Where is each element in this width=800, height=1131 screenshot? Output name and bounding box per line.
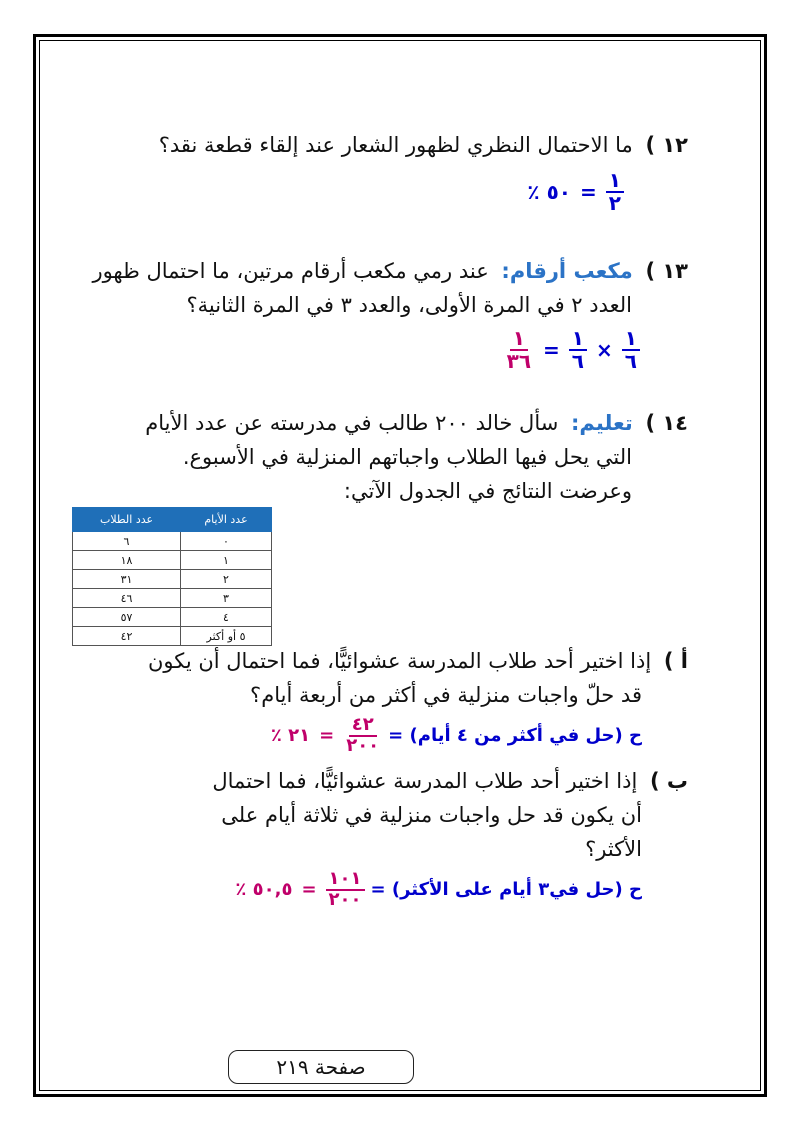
question-13-line-2: العدد ٢ في المرة الأولى، والعدد ٣ في المرة الثانية؟ — [186, 293, 632, 317]
question-13 — [68, 254, 688, 372]
part-a-label: أ ) — [663, 649, 688, 673]
table-cell-days: ٢ — [181, 570, 272, 589]
question-12-text-line — [68, 128, 688, 162]
table-cell-students: ٣١ — [73, 570, 181, 589]
fraction-denominator: ٢ — [608, 191, 621, 215]
fraction-numerator: ١٠١ — [326, 870, 365, 891]
table-cell-days: ٤ — [181, 608, 272, 627]
answer-result: ٢١ ٪ — [270, 725, 311, 747]
table-row — [73, 627, 272, 646]
equals-sign: = — [301, 879, 317, 901]
times-sign: × — [596, 338, 613, 362]
question-12 — [68, 128, 688, 214]
answer-fraction — [343, 716, 382, 756]
part-b-label: ب ) — [649, 768, 688, 793]
fraction-denominator: ٦ — [624, 349, 637, 373]
part-a-line-2: قد حلّ واجبات منزلية في أكثر من أربعة أيام؟ — [250, 683, 642, 707]
table-row — [73, 608, 272, 627]
table-cell-students: ٦ — [73, 532, 181, 551]
question-12-answer — [68, 170, 688, 214]
equals-sign: = — [543, 338, 560, 362]
table-row — [73, 551, 272, 570]
question-14-line-3: وعرضت النتائج في الجدول الآتي: — [343, 479, 632, 503]
table-row — [73, 532, 272, 551]
table-cell-students: ٥٧ — [73, 608, 181, 627]
question-14-line-1 — [68, 406, 688, 440]
question-14-number: ١٤ ) — [645, 411, 688, 435]
question-12-text: ما الاحتمال النظري لظهور الشعار عند إلقاء قطعة نقد؟ — [158, 133, 633, 157]
fraction-b — [569, 328, 587, 372]
homework-days-table — [72, 507, 272, 646]
question-14-text-1: سأل خالد ٢٠٠ طالب في مدرسته عن عدد الأيام — [145, 411, 559, 435]
fraction-numerator: ٤٢ — [349, 716, 377, 737]
answer-prefix: ح (حل في٣ أيام على الأكثر) = — [370, 879, 642, 901]
question-13-number: ١٣ ) — [645, 259, 688, 283]
table-cell-days: ٥ أو أكثر — [181, 627, 272, 646]
table-cell-students: ١٨ — [73, 551, 181, 570]
fraction-result — [504, 328, 534, 372]
part-a-text-1: إذا اختير أحد طلاب المدرسة عشوائيًّا، فما احتمال أن يكون — [147, 649, 652, 673]
fraction-numerator: ١ — [622, 328, 640, 351]
fraction-denominator: ٢٠٠ — [328, 888, 362, 910]
part-b-answer — [68, 867, 688, 910]
question-14 — [68, 406, 688, 910]
answer-prefix: ح (حل في أكثر من ٤ أيام) = — [388, 725, 642, 747]
part-b-line-3: الأكثر؟ — [585, 836, 642, 861]
question-12-number: ١٢ ) — [645, 133, 688, 157]
page-number-box — [228, 1050, 414, 1084]
part-b-text-1: إذا اختير أحد طلاب المدرسة عشوائيًّا، فما احتمال — [212, 768, 638, 793]
part-a-answer — [68, 716, 688, 756]
answer-fraction — [606, 170, 624, 214]
table-header-days: عدد الأيام — [181, 508, 272, 532]
fraction-numerator: ١ — [569, 328, 587, 351]
part-a-line-1 — [68, 644, 688, 678]
fraction-a — [622, 328, 640, 372]
fraction-numerator: ١ — [606, 170, 624, 193]
question-13-tag: مكعب أرقام: — [501, 259, 633, 283]
part-b-line-1 — [68, 764, 688, 798]
part-b-line-2: أن يكون قد حل واجبات منزلية في ثلاثة أيام على — [221, 802, 642, 827]
equals-sign: = — [580, 180, 597, 204]
table-header-row — [73, 508, 272, 532]
fraction-numerator: ١ — [510, 328, 528, 351]
question-13-text-1: عند رمي مكعب أرقام مرتين، ما احتمال ظهور — [92, 259, 489, 283]
part-b — [68, 764, 688, 910]
answer-fraction — [326, 867, 365, 910]
answer-result: ٥٠ ٪ — [527, 180, 572, 204]
table-cell-days: ٠ — [181, 532, 272, 551]
question-14-tag: تعليم: — [571, 411, 633, 435]
fraction-denominator: ٦ — [571, 349, 585, 373]
table-cell-days: ٣ — [181, 589, 272, 608]
part-a — [68, 644, 688, 756]
table-row — [73, 589, 272, 608]
table-cell-students: ٤٢ — [73, 627, 181, 646]
question-14-line-2: التي يحل فيها الطلاب واجباتهم المنزلية في الأسبوع. — [182, 445, 632, 469]
answer-result: ٥٠,٥ ٪ — [235, 879, 293, 901]
table-cell-students: ٤٦ — [73, 589, 181, 608]
page-content — [68, 95, 688, 910]
question-13-line-1 — [68, 254, 688, 288]
table-cell-days: ١ — [181, 551, 272, 570]
equals-sign: = — [319, 725, 335, 747]
fraction-denominator: ٣٦ — [506, 349, 532, 373]
table-row — [73, 570, 272, 589]
question-13-answer — [68, 328, 688, 372]
fraction-denominator: ٢٠٠ — [346, 734, 380, 756]
page-number: صفحة ٢١٩ — [276, 1055, 366, 1079]
table-header-students: عدد الطلاب — [73, 508, 181, 532]
